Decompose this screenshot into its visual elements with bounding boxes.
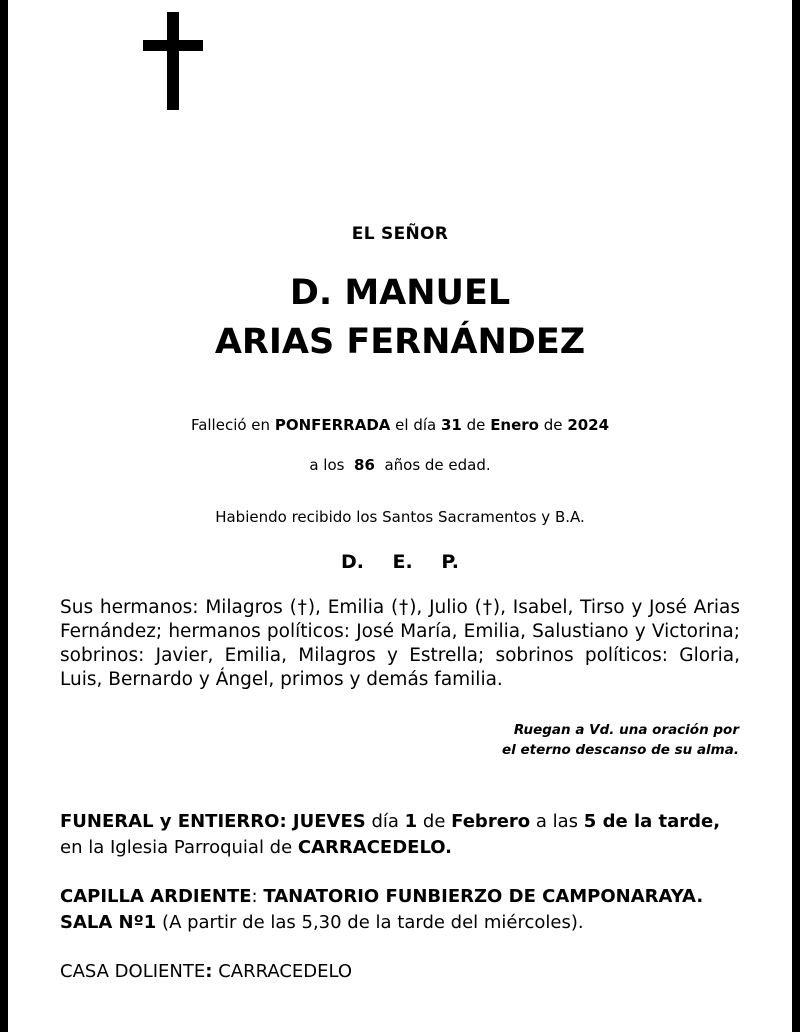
sacraments-text: Habiendo recibido los Santos Sacramentos y B.A. [215,508,585,526]
deceased-name-line2: ARIAS FERNÁNDEZ [214,322,586,362]
age-info: a los 86 años de edad. [309,456,491,474]
casa-doliente: CASA DOLIENTE: CARRACEDELO [60,961,353,982]
family-text: Sus hermanos: Milagros (†), Emilia (†), Julio (†), Isabel, Tirso y José Arias Fernández; hermanos políticos: José María, Emilia, Salustiano y Victorina; sobrinos: Javier, Emilia, Milagros y Estrella; sobrinos políticos: Gloria, Luis, Bernardo y Ángel, primos y demás familia. [60,597,740,690]
capilla-info: CAPILLA ARDIENTE: TANATORIO FUNBIERZO DE CAMPONARAYA. SALA Nº1 (A partir de las 5,30 de la tarde del miércoles). [60,886,704,933]
dep-text: D. E. P. [340,551,460,573]
death-info: Falleció en PONFERRADA el día 31 de Enero de 2024 [190,416,610,434]
deceased-name-line1: D. MANUEL [289,273,511,313]
prayer-text: Ruegan a Vd. una oración por el eterno descanso de su alma. [502,722,739,758]
cross-icon [143,12,203,110]
funeral-info: FUNERAL y ENTIERRO: JUEVES día 1 de Febrero a las 5 de la tarde, en la Iglesia Parroquial de CARRACEDELO. [60,811,721,858]
title: EL SEÑOR [351,224,449,244]
